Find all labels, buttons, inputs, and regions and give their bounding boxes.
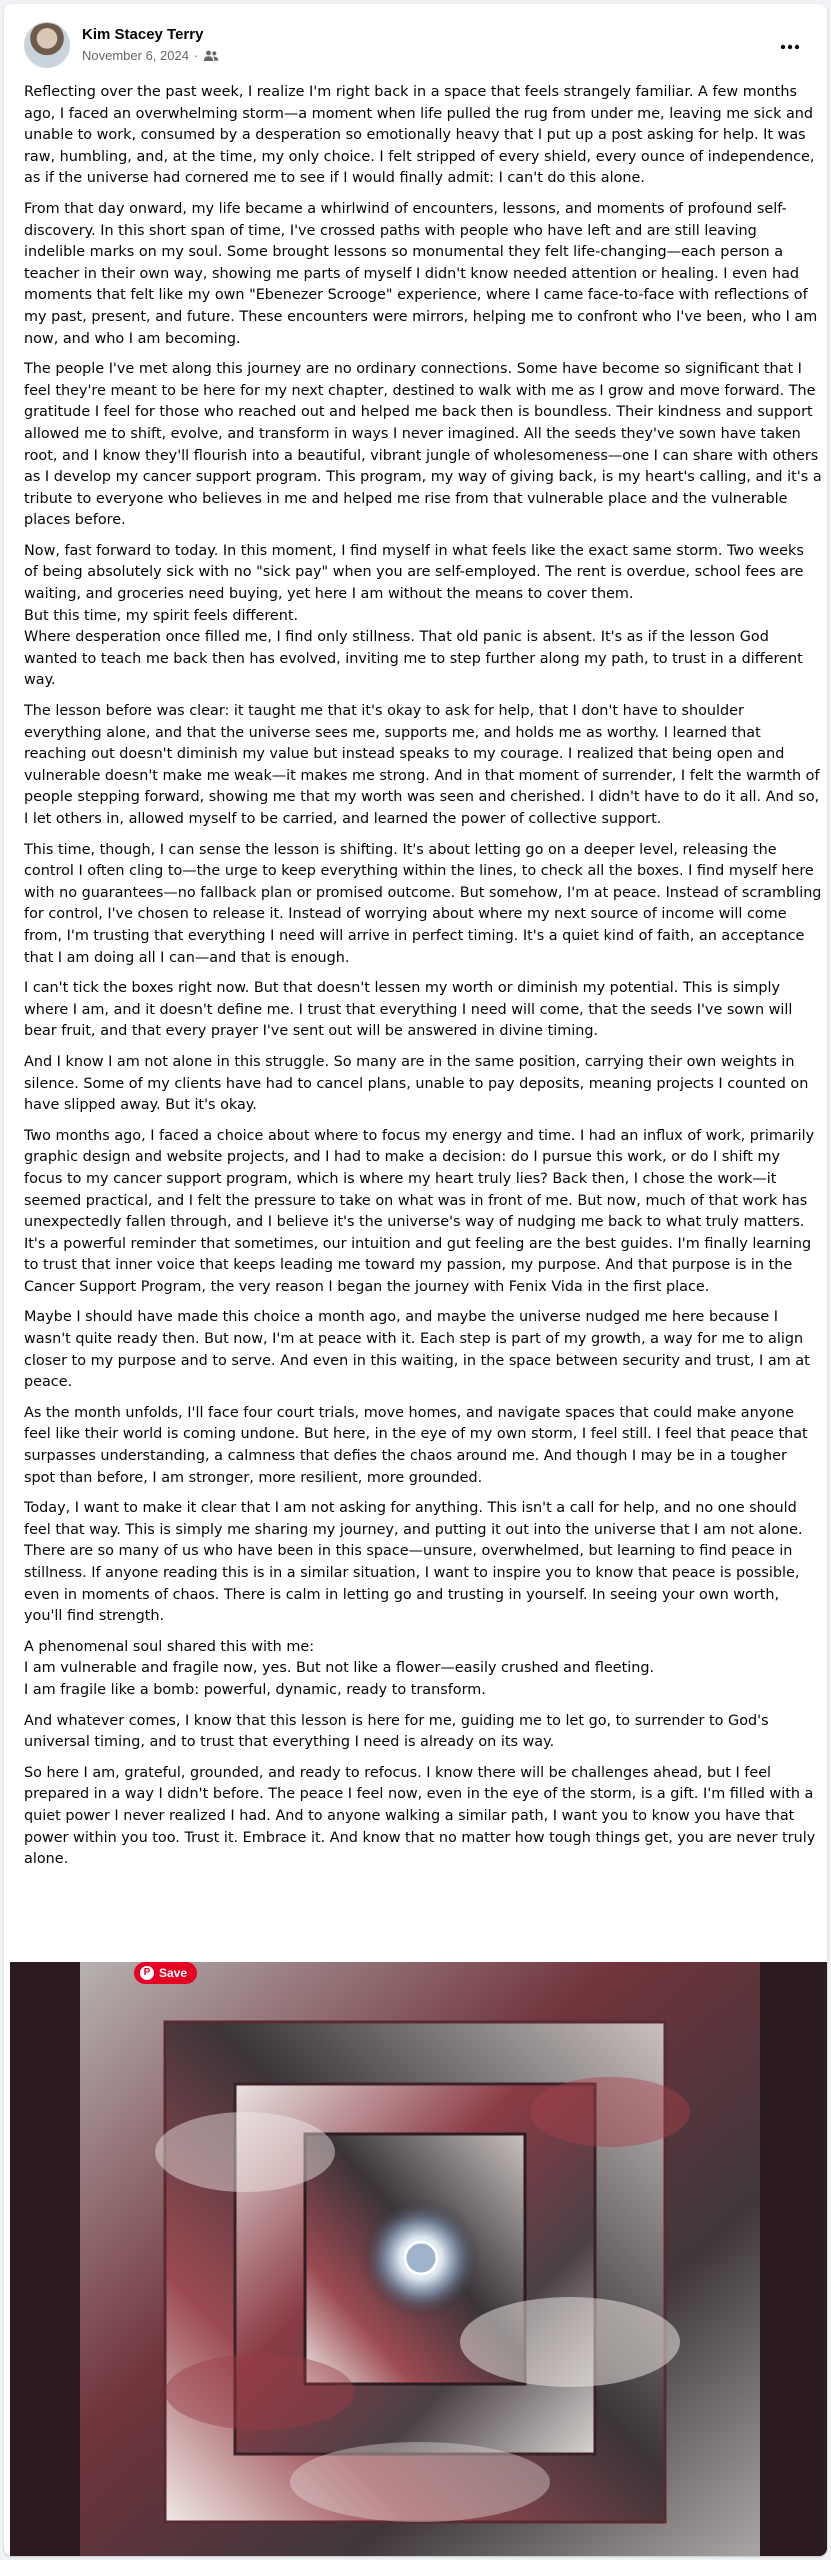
post-paragraph: I can't tick the boxes right now. But that doesn't lessen my worth or diminish my potential. This is simply where I am, and it doesn't define me. I trust that everything I need will come, that the seeds I've sown will bear fruit, and that every prayer I've sent out will be answered in divine timing.	[24, 980, 793, 1040]
author-avatar[interactable]	[24, 22, 70, 68]
post-paragraph: Reflecting over the past week, I realize I'm right back in a space that feels strangely familiar. A few months ago, I faced an overwhelming storm—a moment when life pulled the rug from under me, leaving me sick and unable to work, consumed by a desperation so emotionally heavy that I put up a post asking for help. It was raw, humbling, and, at the time, my only choice. I felt stripped of every shield, every ounce of independence, as if the universe had cornered me to see if I would finally admit: I can't do this alone.	[24, 84, 815, 187]
post-paragraph: Maybe I should have made this choice a month ago, and maybe the universe nudged me here because I wasn't quite ready then. But now, I'm at peace with it. Each step is part of my growth, a way for me to align closer to my purpose and to serve. And even in this waiting, in the space between security and trust, I am at peace.	[24, 1309, 810, 1391]
friends-icon	[203, 50, 219, 62]
post-header	[4, 4, 827, 74]
post-paragraph: Now, fast forward to today. In this moment, I find myself in what feels like the exact same storm. Two weeks of being absolutely sick with no "sick pay" when you are self-employed. The rent is overdue, school fees are waiting, and groceries need buying, yet here I am without the means to cover them. But this time, my spirit feels different. Where desperation once filled me, I find only stillness. That old panic is absent. It's as if the lesson God wanted to teach me back then has evolved, inviting me to step further along my path, to trust in a different way.	[24, 542, 804, 689]
author-name[interactable]: Kim Stacey Terry	[82, 26, 204, 43]
post-paragraph: A phenomenal soul shared this with me: I am vulnerable and fragile now, yes. But not like a flower—easily crushed and fleeting. I am fragile like a bomb: powerful, dynamic, ready to transform.	[24, 1638, 655, 1698]
post-text	[24, 82, 822, 1880]
post-paragraph: The people I've met along this journey are no ordinary connections. Some have become so significant that I feel they're meant to be here for my next chapter, destined to walk with me as I grow and move forward. The gratitude I feel for those who reached out and helped me back then is boundless. Their kindness and support allowed me to shift, evolve, and transform in ways I never imagined. All the seeds they've sown have taken root, and I know they'll flourish into a beautiful, vibrant jungle of wholesomeness—one I can share with others as I develop my cancer support program. This program, my way of giving back, is my heart's calling, and it's a tribute to everyone who believes in me and helped me rise from that vulnerable place and the vulnerable places before.	[24, 361, 822, 529]
post-paragraph: The lesson before was clear: it taught me that it's okay to ask for help, that I don't have to shoulder everything alone, and that the universe sees me, supports me, and holds me as worthy. I learned that reaching out doesn't diminish my value but instead speaks to my courage. I realized that being open and vulnerable doesn't make me weak—it makes me strong. And in that moment of surrender, I felt the warmth of people stepping forward, showing me that my worth was seen and cherished. I didn't have to do it all. And so, I let others in, allowed myself to be carried, and learned the power of collective support.	[24, 703, 820, 827]
post-paragraph: From that day onward, my life became a whirlwind of encounters, lessons, and moments of profound self-discovery. In this short span of time, I've crossed paths with people who have left and are still leaving indelible marks on my soul. Some brought lessons so monumental they felt life-changing—each person a teacher in their own way, showing me parts of myself I didn't know needed attention or healing. I even had moments that felt like my own "Ebenezer Scrooge" experience, where I came face-to-face with reflections of my past, present, and future. These encounters were mirrors, helping me to confront who I've been, who I am now, and who I am becoming.	[24, 200, 818, 347]
post-date[interactable]: November 6, 2024	[82, 48, 189, 63]
post-image[interactable]	[10, 1962, 827, 2556]
more-options-icon	[780, 37, 800, 55]
post-paragraph: Today, I want to make it clear that I am not asking for anything. This isn't a call for help, and no one should feel that way. This is simply me sharing my journey, and putting it out into the universe that I am not alone. There are so many of us who have been in this space—unsure, overwhelmed, but learning to find peace in stillness. If anyone reading this is in a similar situation, I want to inspire you to know that peace is possible, even in moments of chaos. There is calm in letting go and trusting in yourself. In seeing your own worth, you'll find strength.	[24, 1500, 803, 1625]
post-paragraph: So here I am, grateful, grounded, and ready to refocus. I know there will be challenges ahead, but I feel prepared in a way I didn't before. The peace I feel now, even in the eye of the storm, is a gift. I'm filled with a quiet power I never realized I had. And to anyone walking a similar path, I want you to know you have that power within you too. Trust it. Embrace it. And know that no matter how tough things get, you are never truly alone.	[24, 1764, 816, 1868]
storm-vortex-artwork	[10, 1962, 827, 2556]
save-label: Save	[159, 1966, 188, 1980]
post-paragraph: This time, though, I can sense the lesson is shifting. It's about letting go on a deeper level, releasing the control I often cling to—the urge to keep everything within the lines, to check all the boxes. I find myself here with no guarantees—no fallback plan or promised outcome. But somehow, I'm at peace. Instead of scrambling for control, I've chosen to release it. Instead of worrying about where my next source of income will come from, I'm trusting that everything I need will arrive in perfect timing. It's a quiet kind of faith, an acceptance that I am doing all I can—and that is enough.	[24, 841, 822, 966]
post-paragraph: Two months ago, I faced a choice about where to focus my energy and time. I had an influx of work, primarily graphic design and website projects, and I had to make a decision: do I pursue this work, or do I shift my focus to my cancer support program, which is where my heart truly lies? Back then, I chose the work—it seemed practical, and I felt the pressure to take on what was in front of me. But now, much of that work has unexpectedly fallen through, and I believe it's the universe's way of nudging me back to what truly matters. It's a powerful reminder that sometimes, our intuition and gut feeling are the best guides. I'm finally learning to trust that inner voice that keeps leading me toward my passion, my purpose. And that purpose is in the Cancer Support Program, the very reason I began the journey with Fenix Vida in the first place.	[24, 1127, 815, 1295]
post-paragraph: And whatever comes, I know that this lesson is here for me, guiding me to let go, to surrender to God's universal timing, and to trust that everything I need is already on its way.	[24, 1712, 769, 1751]
more-options-button[interactable]	[768, 26, 812, 66]
meta-separator: ·	[193, 48, 199, 63]
pinterest-icon: P	[140, 1966, 154, 1980]
post-paragraph: And I know I am not alone in this struggle. So many are in the same position, carrying their own weights in silence. Some of my clients have had to cancel plans, unable to pay deposits, meaning projects I counted on have slipped away. But it's okay.	[24, 1053, 809, 1114]
post-paragraph: As the month unfolds, I'll face four court trials, move homes, and navigate spaces that could make anyone feel like their world is coming undone. But here, in the eye of my own storm, I feel still. I feel that peace that surpasses understanding, a calmness that defies the chaos around me. And though I may be in a tougher spot than before, I am stronger, more resilient, more grounded.	[24, 1404, 808, 1486]
post-meta	[82, 48, 219, 63]
pinterest-save-button[interactable]	[134, 1962, 197, 1984]
facebook-post	[4, 4, 827, 2556]
